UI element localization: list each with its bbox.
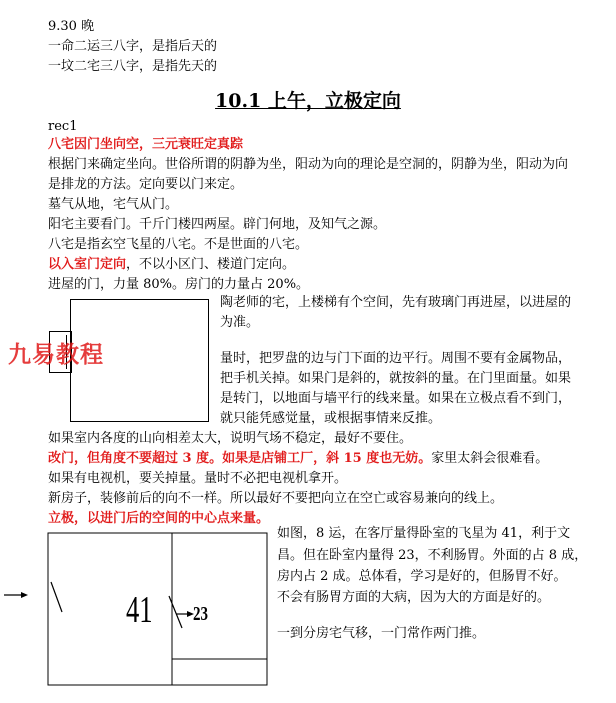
text-line: 是转门，以地面与墙平行的线来量。如果在立极点看不到门， <box>220 391 572 406</box>
entry-arrow-head <box>21 592 28 598</box>
watermark-logo: 九易教程 <box>8 342 104 368</box>
text-line: 不会有肠胃方面的大病，因为大的方面是好的。 <box>277 590 551 605</box>
red-emphasis: 以入室门定向 <box>48 257 127 272</box>
paragraph-line: 新房子，装修前后的向不一样。所以最好不要把向立在空亡或容易兼向的线上。 <box>48 491 504 506</box>
paragraph-line: 进屋的门，力量 80%。房门的力量占 20%。 <box>48 277 310 292</box>
text-line: 房内占 2 成。总体看，学习是好的，但肠胃不好。 <box>277 569 567 584</box>
house-outline <box>48 533 267 685</box>
paragraph-line <box>48 256 295 274</box>
text-line: 一命二运三八字，是指后天的 <box>48 39 218 54</box>
paragraph-line: 如果有电视机，要关掉量。量时不必把电视机拿开。 <box>48 471 348 486</box>
text-span: ，不以小区门、楼道门定向。 <box>126 257 296 272</box>
record-label: rec1 <box>48 119 78 134</box>
paragraph-line: 如果室内各度的山向相差太大，说明气场不稳定，最好不要住。 <box>48 431 413 446</box>
text-line: 昌。但在卧室内量得 23，不利肠胃。外面的占 8 成， <box>277 548 588 563</box>
paragraph-line: 是排龙的方法。定向要以门来定。 <box>48 177 244 192</box>
text-line: 就只能凭感觉量，或根据事情来反推。 <box>220 411 442 426</box>
section-title: 10.1 上午，立极定向 <box>215 90 401 112</box>
text-line: 量时，把罗盘的边与门下面的边平行。周围不要有金属物品， <box>220 351 572 366</box>
text-line: 如图，8 运，在客厅量得卧室的飞星为 41，利于文 <box>277 526 571 541</box>
text-line: 陶老师的宅，上楼梯有个空间，先有玻璃门再进屋，以进屋的 <box>220 295 572 310</box>
flying-star-41: 41 <box>126 589 153 631</box>
date-line: 9.30 晚 <box>48 19 95 34</box>
paragraph-line: 墓气从地，宅气从门。 <box>48 197 179 212</box>
red-emphasis: 改门，但角度不要超过 3 度。如果是店铺工厂，斜 15 度也无妨。 <box>48 451 432 466</box>
red-heading: 立极，以进门后的空间的中心点来量。 <box>48 511 270 526</box>
paragraph-line: 八宅是指玄空飞星的八宅。不是世面的八宅。 <box>48 237 309 252</box>
text-line: 一到分房宅气移，一门常作两门推。 <box>277 626 486 641</box>
paragraph-line: 阳宅主要看门。千斤门楼四两屋。辟门何地，及知气之源。 <box>48 217 387 232</box>
paragraph-line <box>48 450 548 468</box>
red-heading: 八宅因门坐向空，三元衰旺定真踪 <box>48 137 244 152</box>
text-line: 为准。 <box>220 315 260 330</box>
text-line: 一坟二宅三八字，是指先天的 <box>48 59 218 74</box>
flying-star-23: 23 <box>193 603 208 625</box>
paragraph-line: 根据门来确定坐向。世俗所谓的阴静为坐，阳动为向的理论是空洞的，阴静为坐，阳动为向 <box>48 157 569 172</box>
bedroom-door-line <box>169 596 182 628</box>
text-line: 把手机关掉。如果门是斜的，就按斜的量。在门里面量。如果 <box>220 371 572 386</box>
text-span: 家里太斜会很难看。 <box>431 451 549 466</box>
door-swing-line <box>51 582 62 612</box>
